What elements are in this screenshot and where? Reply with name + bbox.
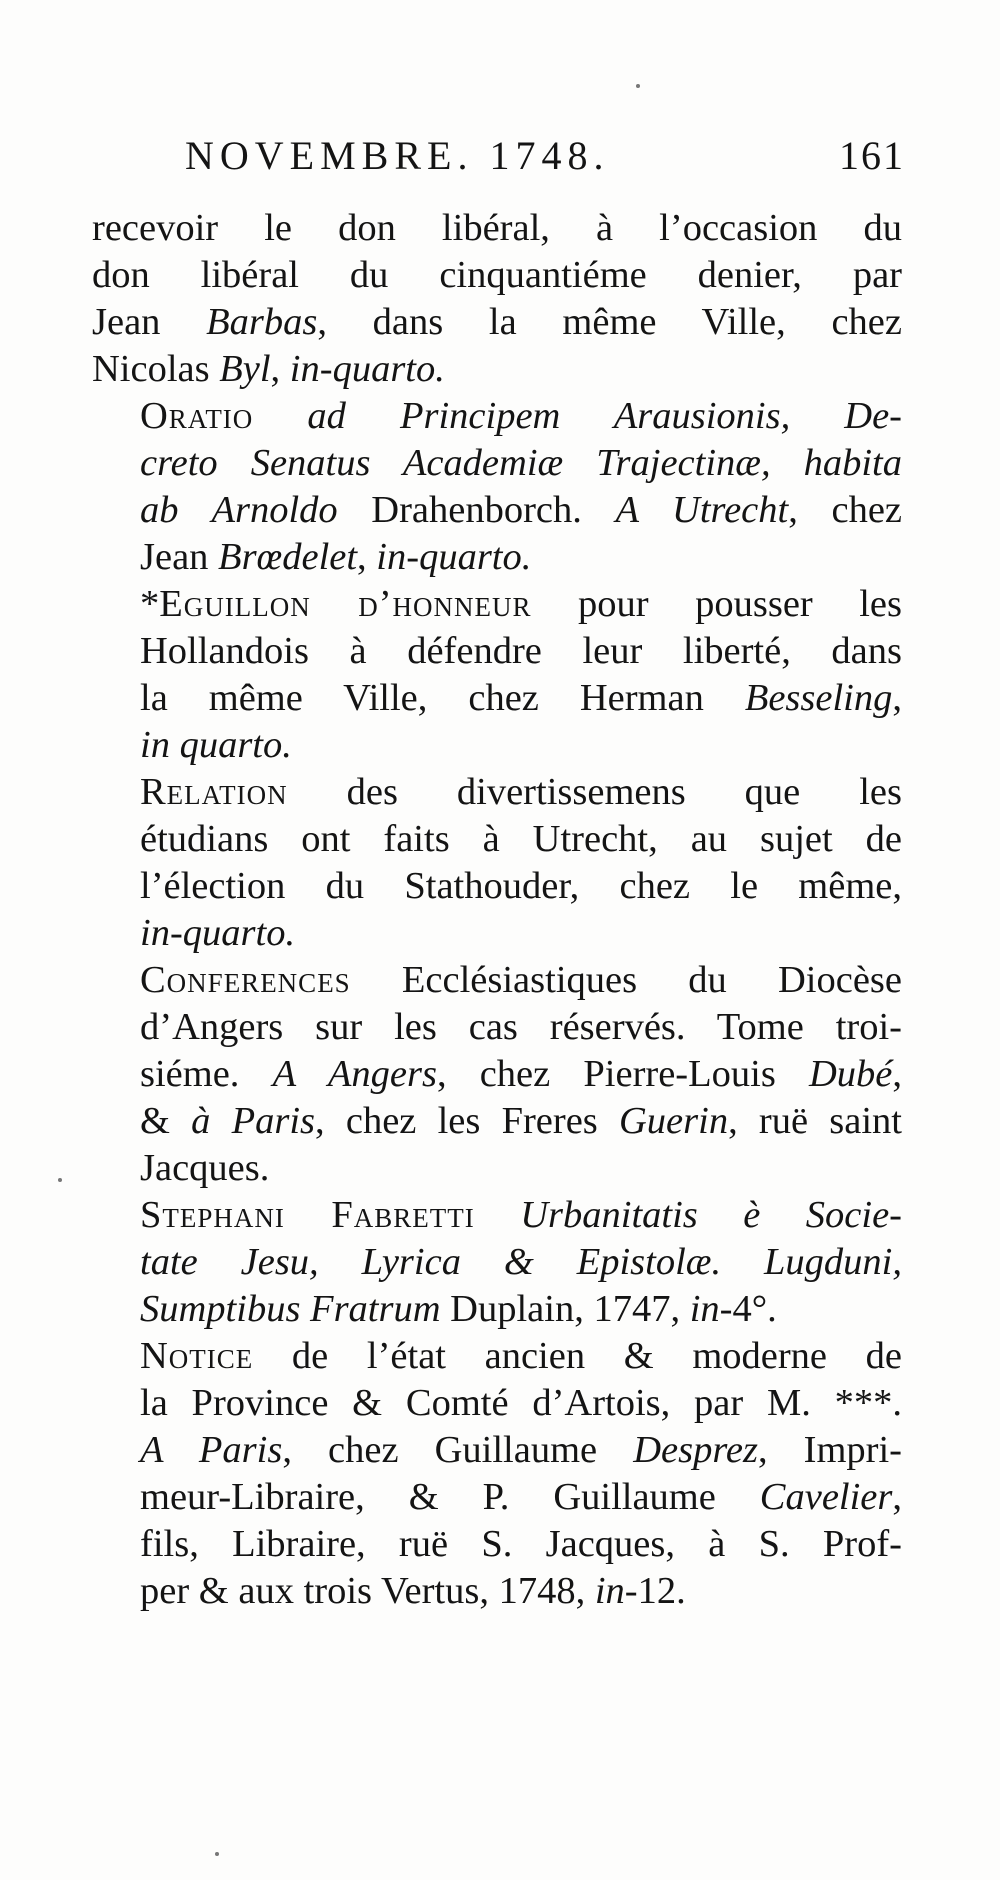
italic-text: in (594, 1570, 625, 1612)
text-line (92, 487, 902, 534)
italic-text: in-quarto. (376, 536, 532, 578)
text-line (92, 1474, 902, 1521)
text-line (92, 628, 902, 675)
text-run: pour pousser les (531, 583, 902, 625)
text-line (92, 910, 902, 957)
text-line (92, 346, 902, 393)
text-run: recevoir le don libéral, à l’occasion du (92, 207, 902, 249)
italic-text: in-quarto. (289, 348, 445, 390)
italic-text: A Utrecht (615, 489, 789, 531)
text-run: étudians ont faits à Utrecht, au sujet de (140, 818, 902, 860)
text-line (92, 1333, 902, 1380)
text-run: , ruë saint (728, 1100, 902, 1142)
text-line (92, 393, 902, 440)
text-line (92, 1286, 902, 1333)
text-run: , chez (788, 489, 902, 531)
continued-entry (92, 205, 902, 393)
text-line (92, 252, 902, 299)
text-run: per & aux trois Vertus, 1748, (140, 1570, 595, 1612)
catalog-entry (92, 1333, 902, 1615)
text-run: d’Angers sur les cas réservés. Tome troi- (140, 1006, 902, 1048)
text-run (253, 395, 307, 437)
text-line (92, 440, 902, 487)
text-run (475, 1194, 520, 1236)
italic-text: tate Jesu, Lyrica & Epistolæ. Lugduni, (140, 1241, 902, 1283)
text-line (92, 581, 902, 628)
ink-speck (636, 84, 640, 88)
text-run: Nicolas (92, 348, 220, 390)
text-run: Jean (140, 536, 219, 578)
text-run: Jacques. (140, 1147, 270, 1189)
text-line (92, 299, 902, 346)
text-run: -4°. (719, 1288, 777, 1330)
italic-text: Guerin (619, 1100, 729, 1142)
catalog-entry (92, 393, 902, 581)
catalog-entry (92, 1192, 902, 1333)
text-line (92, 1521, 902, 1568)
text-line (92, 675, 902, 722)
text-line (92, 1380, 902, 1427)
italic-text: à Paris (191, 1100, 316, 1142)
italic-text: Besseling (744, 677, 893, 719)
small-caps-heading: Notice (140, 1335, 254, 1377)
text-line (92, 1239, 902, 1286)
text-run: , chez Guillaume (282, 1429, 634, 1471)
text-run: Drahenborch. (337, 489, 616, 531)
ink-speck (215, 1852, 219, 1856)
italic-text: A Paris (140, 1429, 283, 1471)
text-run: , chez les Freres (315, 1100, 619, 1142)
text-line (92, 1192, 902, 1239)
text-run: Ecclésiastiques du Diocèse (350, 959, 902, 1001)
small-caps-heading: Relation (140, 771, 288, 813)
text-run: , (357, 536, 377, 578)
italic-text: in-quarto. (140, 912, 296, 954)
text-line (92, 1004, 902, 1051)
text-run: , (270, 348, 290, 390)
text-run: & (140, 1100, 192, 1142)
text-line (92, 863, 902, 910)
text-run: , dans la même Ville, chez (317, 301, 902, 343)
italic-text: in (689, 1288, 720, 1330)
italic-text: in quarto. (140, 724, 292, 766)
text-line (92, 1568, 902, 1615)
text-run: meur-Libraire, & P. Guillaume (140, 1476, 760, 1518)
italic-text: creto Senatus Academiæ Trajectinæ, habita (140, 442, 902, 484)
text-line (92, 722, 902, 769)
italic-text: Cavelier (759, 1476, 893, 1518)
ink-speck (58, 1178, 62, 1182)
catalog-entry (92, 957, 902, 1192)
text-line (92, 1051, 902, 1098)
text-run: Jean (92, 301, 207, 343)
running-title: NOVEMBRE. 1748. (185, 133, 610, 178)
text-run: la même Ville, chez Herman (140, 677, 745, 719)
text-line (92, 205, 902, 252)
italic-text: Brœdelet (218, 536, 358, 578)
text-run: des divertissemens que les (287, 771, 902, 813)
text-line (92, 1145, 902, 1192)
text-run: siéme. (140, 1053, 273, 1095)
catalog-entry (92, 769, 902, 957)
text-run: , Impri- (757, 1429, 903, 1471)
text-line (92, 1427, 902, 1474)
text-run: , (892, 1476, 902, 1518)
text-line (92, 957, 902, 1004)
text-line (92, 816, 902, 863)
text-run: * (140, 583, 160, 625)
italic-text: Dubé (808, 1053, 893, 1095)
page-number: 161 (839, 133, 905, 178)
small-caps-heading: Oratio (140, 395, 254, 437)
text-run: Duplain, 1747, (440, 1288, 690, 1330)
body-text (92, 205, 902, 1615)
italic-text: ab Arnoldo (140, 489, 338, 531)
italic-text: Barbas (206, 301, 318, 343)
small-caps-heading: Eguillon d’honneur (159, 583, 532, 625)
small-caps-heading: Stephani Fabretti (140, 1194, 475, 1236)
italic-text: Sumptibus Fratrum (140, 1288, 441, 1330)
text-run: , (892, 677, 902, 719)
text-run: , chez Pierre-Louis (436, 1053, 809, 1095)
page-header (185, 132, 905, 192)
small-caps-heading: Conferences (140, 959, 351, 1001)
italic-text: Byl (219, 348, 271, 390)
italic-text: Desprez (633, 1429, 758, 1471)
italic-text: A Angers (272, 1053, 437, 1095)
italic-text: ad Principem Arausionis, De- (307, 395, 902, 437)
text-run: Hollandois à défendre leur liberté, dans (140, 630, 902, 672)
text-run: don libéral du cinquantiéme denier, par (92, 254, 902, 296)
text-run: de l’état ancien & moderne de (253, 1335, 902, 1377)
catalog-entry (92, 581, 902, 769)
text-run: fils, Libraire, ruë S. Jacques, à S. Prof- (140, 1523, 902, 1565)
text-run: l’élection du Stathouder, chez le même, (140, 865, 902, 907)
text-line (92, 769, 902, 816)
text-run: la Province & Comté d’Artois, par M. ***. (140, 1382, 902, 1424)
text-run: , (892, 1053, 902, 1095)
text-line (92, 1098, 902, 1145)
text-run: -12. (624, 1570, 686, 1612)
italic-text: Urbanitatis è Socie- (520, 1194, 902, 1236)
text-line (92, 534, 902, 581)
